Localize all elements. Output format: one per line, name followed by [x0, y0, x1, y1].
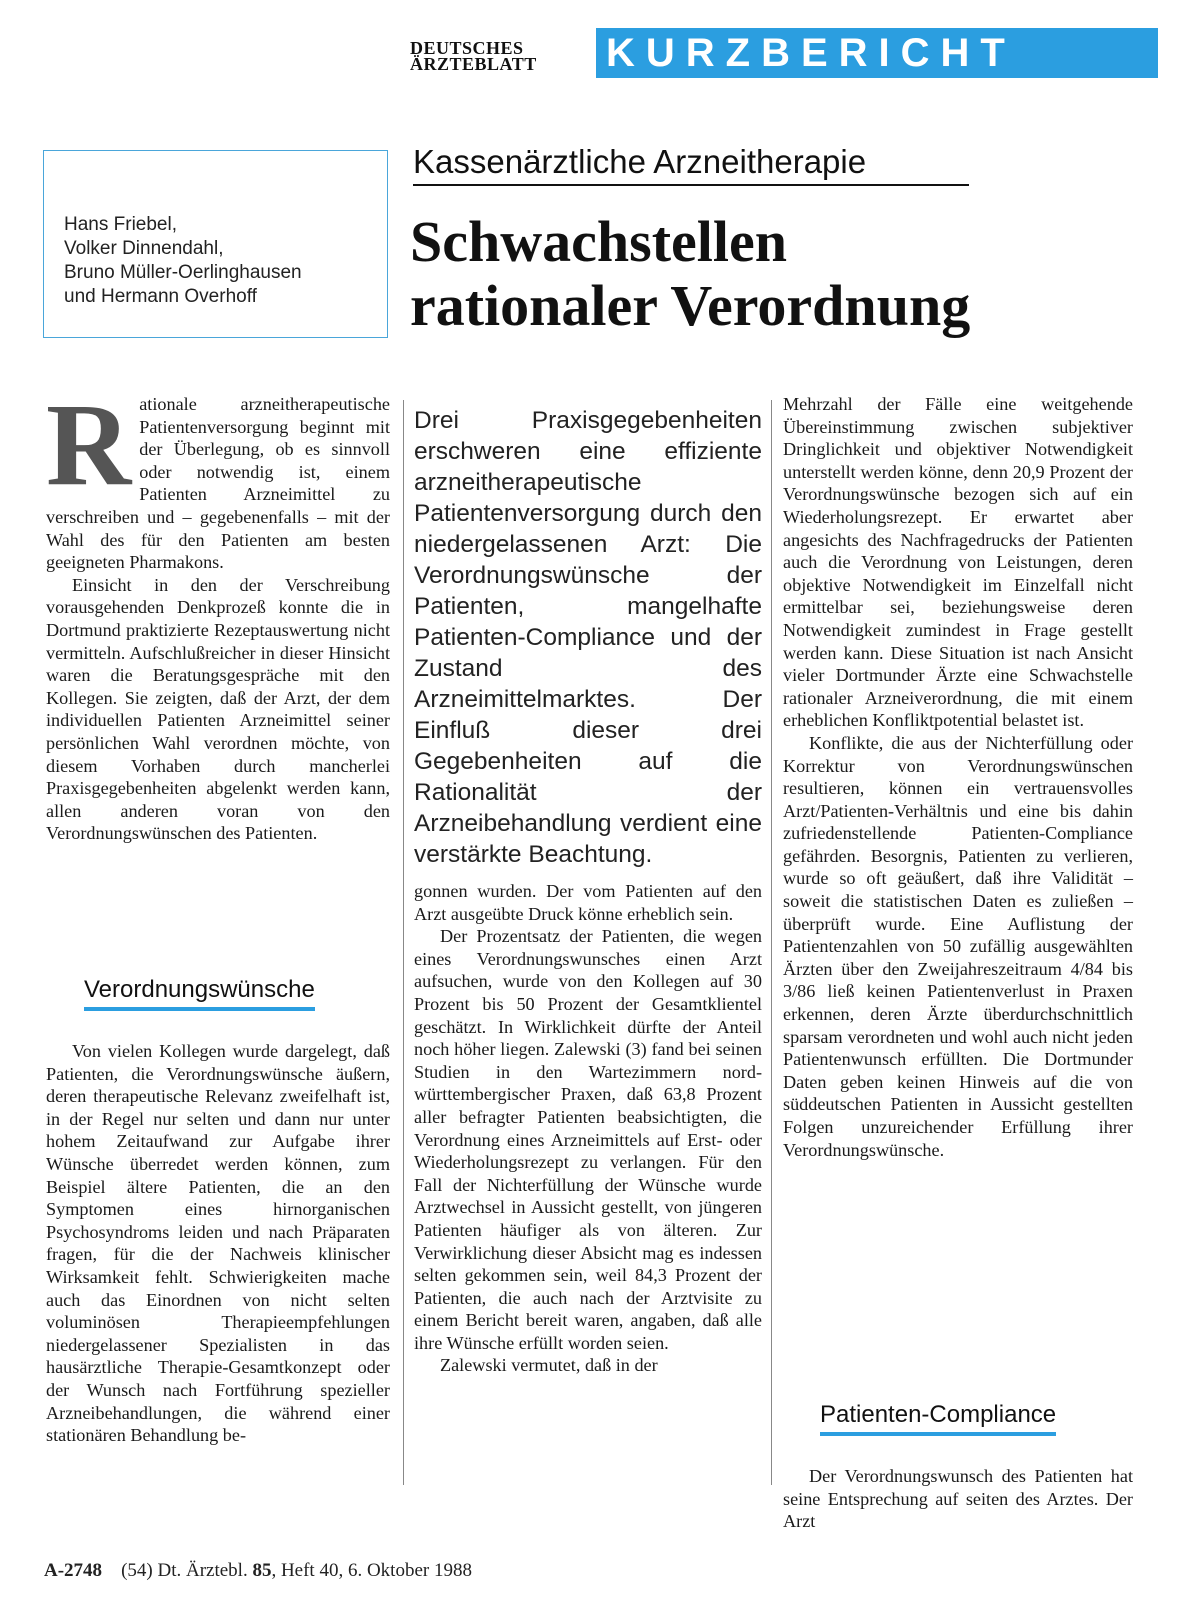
author-box — [43, 150, 388, 338]
author-2: Volker Dinnendahl, — [64, 238, 224, 259]
paragraph: gonnen wurden. Der vom Patienten auf den Arzt ausgeübte Druck könne erheblich sein. — [414, 881, 762, 924]
masthead-line1: DEUTSCHES — [410, 38, 524, 58]
kicker: Kassenärztliche Arzneitherapie — [413, 140, 969, 186]
paragraph: Mehrzahl der Fälle eine weitgehende Übereinstimmung zwischen subjektiver Dringlichkeit und objektiver Notwendigkeit unterstellt werden könne, denn 20,9 Prozent der Verordnungswünsche bezogen sich auf ein Wiederholungsrezept. Er erwartet aber angesichts des Nachfragedrucks der Patienten auch die Verordnung von Leistungen, deren objektive Notwendigkeit im Einzelfall nicht ermittelbar sei, beziehungsweise deren Notwendigkeit zumindest in Frage gestellt werden kann. Diese Situation ist nach Ansicht vieler Dortmunder Ärzte eine Schwachstelle rationaler Arzneiverordnung, die mit einem erheblichen Konfliktpotential belastet ist. — [783, 394, 1133, 731]
column-rule — [771, 400, 772, 1485]
page-footer — [44, 1560, 472, 1582]
issue-ref: (54) Dt. Ärztebl. — [121, 1560, 248, 1581]
subhead-patienten-compliance: Patienten-Compliance — [820, 1400, 1056, 1436]
paragraph: Der Verordnungswunsch des Patienten hat seine Entsprechung auf seiten des Arztes. Der Arzt — [783, 1466, 1133, 1532]
headline-line2: rationaler Verordnung — [410, 273, 971, 338]
paragraph: Von vielen Kollegen wurde dargelegt, daß Patienten, die Verordnungswünsche äußern, deren therapeutische Relevanz zweifelhaft ist, in der Regel nur selten und dann nur unter hohem Zeitaufwand zur Aufgabe ihrer Wünsche überredet werden können, zum Beispiel ältere Patienten, die an den Symptomen eines hirnorganischen Psychosyndroms leiden und nach Präparaten fragen, für die der Nachweis klinischer Wirksamkeit fehlt. Schwierigkeiten mache auch das Einordnen von nicht selten voluminösen Therapieempfehlungen niedergelassener Spezialisten in das hausärztliche Therapie-Gesamtkonzept oder der Wunsch nach Fortführung spezieller Arzneibehandlungen, die während einer stationären Behandlung be- — [46, 1041, 390, 1446]
subhead-patienten-compliance-wrap — [820, 1400, 1056, 1436]
column-rule — [403, 400, 404, 1485]
column-2 — [414, 880, 762, 1377]
drop-cap: R — [46, 379, 132, 510]
paragraph: ationale arzneitherapeutische Patientenversorgung beginnt mit der Überlegung, ob es sinnvoll oder notwendig ist, einem Patienten Arzneimittel zu verschreiben und – gegebenenfalls – mit der Wahl des für den Patienten am besten geeigneten Pharmakons. — [46, 394, 390, 573]
headline — [410, 210, 1150, 338]
author-1: Hans Friebel, — [64, 214, 177, 235]
column-3-top — [783, 393, 1133, 1161]
author-3: Bruno Müller-Oerlinghausen — [64, 262, 302, 283]
paragraph: Konflikte, die aus der Nichterfüllung oder Korrektur von Verordnungswünschen resultieren, können ein vertrauensvolles Arzt/Patienten-Verhältnis und eine bis dahin zufriedenstellende Patienten-Compliance gefährden. Besorgnis, Patienten zu verlieren, wurde so oft geäußert, daß ihre Validität – soweit die statistischen Daten es zuließen – überprüft wurde. Eine Auflistung der Patientenzahlen von 50 zufällig ausgewählten Ärzten über den Zweijahreszeitraum 4/84 bis 3/86 ließ keinen Patientenverlust in Praxen erkennen, deren Ärzte überdurchschnittlich sparsam verordneten und wohl auch nicht jeden Patientenwunsch erfüllten. Die Dortmunder Daten geben keinen Hinweis auf die von süddeutschen Patienten in Aussicht gestellten Folgen unzureichender Erfüllung ihrer Verordnungswünsche. — [783, 732, 1133, 1160]
headline-line1: Schwachstellen — [410, 209, 787, 274]
column-3-bottom — [783, 1465, 1133, 1533]
subhead-verordnungswuensche-wrap — [84, 975, 315, 1011]
paragraph: Der Prozentsatz der Patienten, die wegen eines Verordnungswunsches einen Arzt aufsuchen, wurde von den Kollegen auf 30 Prozent bis 50 Prozent der Gesamtklientel geschätzt. In Wirklichkeit dürfte der Anteil noch höher liegen. Zalewski (3) fand bei seinen Studien in den Wartezimmern nord-württembergischer Praxen, daß 63,8 Prozent aller befragter Patienten beabsichtigten, die Verordnung eines Arzneimittels auf Erst- oder Wiederholungsrezept zu verlangen. Für den Fall der Nichterfüllung der Wünsche wurde Arztwechsel in Aussicht gestellt, von jüngeren Patienten häufiger als von älteren. Zur Verwirklichung dieser Absicht mag es indessen selten gekommen sein, weil 84,3 Prozent der Patienten, die auch nach der Arztvisite zu einem Bericht bereit waren, angaben, daß alle ihre Wünsche erfüllt worden seien. — [414, 926, 762, 1353]
subhead-verordnungswuensche: Verordnungswünsche — [84, 975, 315, 1011]
issue-date: , Heft 40, 6. Oktober 1988 — [271, 1560, 472, 1581]
masthead-logo — [410, 40, 585, 72]
volume-number: 85 — [252, 1560, 272, 1581]
author-4: und Hermann Overhoff — [64, 286, 257, 307]
page-number: A-2748 — [44, 1560, 103, 1581]
column-1-bottom — [46, 1040, 390, 1447]
lead-paragraph: Drei Praxisgegebenheiten erschweren eine effiziente arzneitherapeutische Patientenversorgung durch den niedergelassenen Arzt: Die Verordnungswünsche der Patienten, mangelhafte Patienten-Compliance und der Zustand des Arzneimittelmarktes. Der Einfluß dieser drei Gegebenheiten auf die Rationalität der Arzneibehandlung verdient eine verstärkte Beachtung. — [414, 407, 762, 868]
paragraph: Einsicht in den der Verschreibung vorausgehenden Denkprozeß konnte die in Dortmund praktizierte Rezeptauswertung nicht vermitteln. Aufschlußreicher in dieser Hinsicht waren die Beratungsgespräche mit den Kollegen. Sie zeigten, daß der Arzt, der dem individuellen Patienten Arzneimittel seiner persönlichen Wahl verordnen möchte, von diesem Vorhaben durch mancherlei Praxisgegebenheiten abgelenkt werden kann, allen anderen voran von den Verordnungswünschen des Patienten. — [46, 574, 390, 844]
column-1-top — [46, 379, 390, 845]
section-label: KURZBERICHT — [596, 28, 1158, 78]
paragraph: Zalewski vermutet, daß in der — [440, 1355, 658, 1376]
masthead-line2: ÄRZTEBLATT — [410, 54, 537, 74]
